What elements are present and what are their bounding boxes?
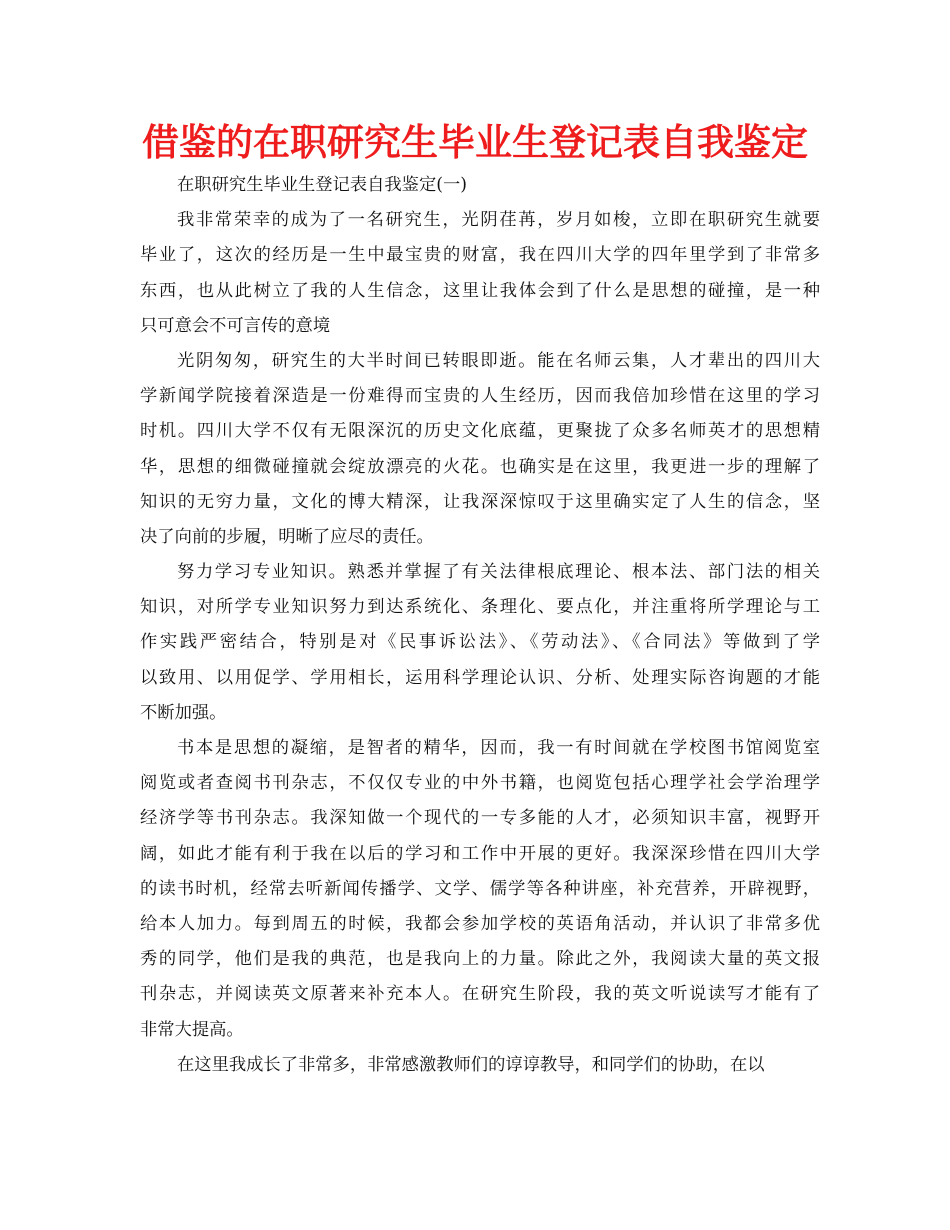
- paragraph: [140, 555, 820, 731]
- document-subtitle: 在职研究生毕业生登记表自我鉴定(一): [177, 175, 467, 195]
- paragraph: [140, 1048, 820, 1083]
- paragraph-line: 在这里我成长了非常多，非常感激教师们的谆谆教导，和同学们的协助，在以: [177, 1054, 765, 1075]
- paragraph-line: 知识，对所学专业知识努力到达系统化、条理化、要点化，并注重将所学理论与工: [140, 597, 820, 618]
- paragraph-line: 华，思想的细微碰撞就会绽放漂亮的火花。也确实是在这里，我更进一步的理解了: [140, 456, 820, 477]
- document-title: 借鉴的在职研究生毕业生登记表自我鉴定: [142, 121, 808, 164]
- paragraph-line: 时机。四川大学不仅有无限深沉的历史文化底蕴，更聚拢了众多名师英才的思想精: [140, 421, 820, 442]
- paragraph-line: 的读书时机，经常去听新闻传播学、文学、儒学等各种讲座，补充营养，开辟视野，: [140, 878, 820, 899]
- paragraph: [140, 344, 820, 555]
- paragraph-line: 决了向前的步履，明晰了应尽的责任。: [140, 526, 434, 547]
- paragraph-line: 经济学等书刊杂志。我深知做一个现代的一专多能的人才，必须知识丰富，视野开: [140, 808, 820, 829]
- paragraph-line: 给本人加力。每到周五的时候，我都会参加学校的英语角活动，并认识了非常多优: [140, 913, 820, 934]
- paragraph-line: 知识的无穷力量，文化的博大精深，让我深深惊叹于这里确实定了人生的信念，坚: [140, 491, 820, 512]
- paragraph-line: 光阴匆匆，研究生的大半时间已转眼即逝。能在名师云集，人才辈出的四川大: [177, 350, 820, 371]
- paragraph-line: 以致用、以用促学、学用相长，运用科学理论认识、分析、处理实际咨询题的才能: [140, 667, 820, 688]
- paragraph-line: 毕业了，这次的经历是一生中最宝贵的财富，我在四川大学的四年里学到了非常多: [140, 245, 820, 266]
- paragraph-line: 作实践严密结合，特别是对《民事诉讼法》、《劳动法》、《合同法》等做到了学: [140, 632, 820, 653]
- paragraph: [140, 203, 820, 344]
- paragraph: [140, 731, 820, 1048]
- paragraph-line: 东西，也从此树立了我的人生信念，这里让我体会到了什么是思想的碰撞，是一种: [140, 280, 820, 301]
- paragraph-line: 不断加强。: [140, 702, 227, 723]
- paragraph-line: 书本是思想的凝缩，是智者的精华，因而，我一有时间就在学校图书馆阅览室: [177, 738, 820, 758]
- paragraph-line: 学新闻学院接着深造是一份难得而宝贵的人生经历，因而我倍加珍惜在这里的学习: [140, 386, 820, 407]
- document-body: [140, 168, 820, 1083]
- paragraph-line: 阔，如此才能有利于我在以后的学习和工作中开展的更好。我深深珍惜在四川大学: [140, 843, 820, 864]
- paragraph-list: [140, 203, 820, 1083]
- paragraph-line: 努力学习专业知识。熟悉并掌握了有关法律根底理论、根本法、部门法的相关: [177, 562, 820, 583]
- paragraph-line: 非常大提高。: [140, 1019, 244, 1040]
- paragraph-line: 刊杂志，并阅读英文原著来补充本人。在研究生阶段，我的英文听说读写才能有了: [140, 984, 820, 1005]
- paragraph-line: 阅览或者查阅书刊杂志，不仅仅专业的中外书籍，也阅览包括心理学社会学治理学: [140, 773, 820, 794]
- paragraph-line: 我非常荣幸的成为了一名研究生，光阴荏苒，岁月如梭，立即在职研究生就要: [177, 210, 820, 231]
- paragraph-line: 只可意会不可言传的意境: [140, 315, 331, 336]
- paragraph-line: 秀的同学，他们是我的典范，也是我向上的力量。除此之外，我阅读大量的英文报: [140, 949, 820, 970]
